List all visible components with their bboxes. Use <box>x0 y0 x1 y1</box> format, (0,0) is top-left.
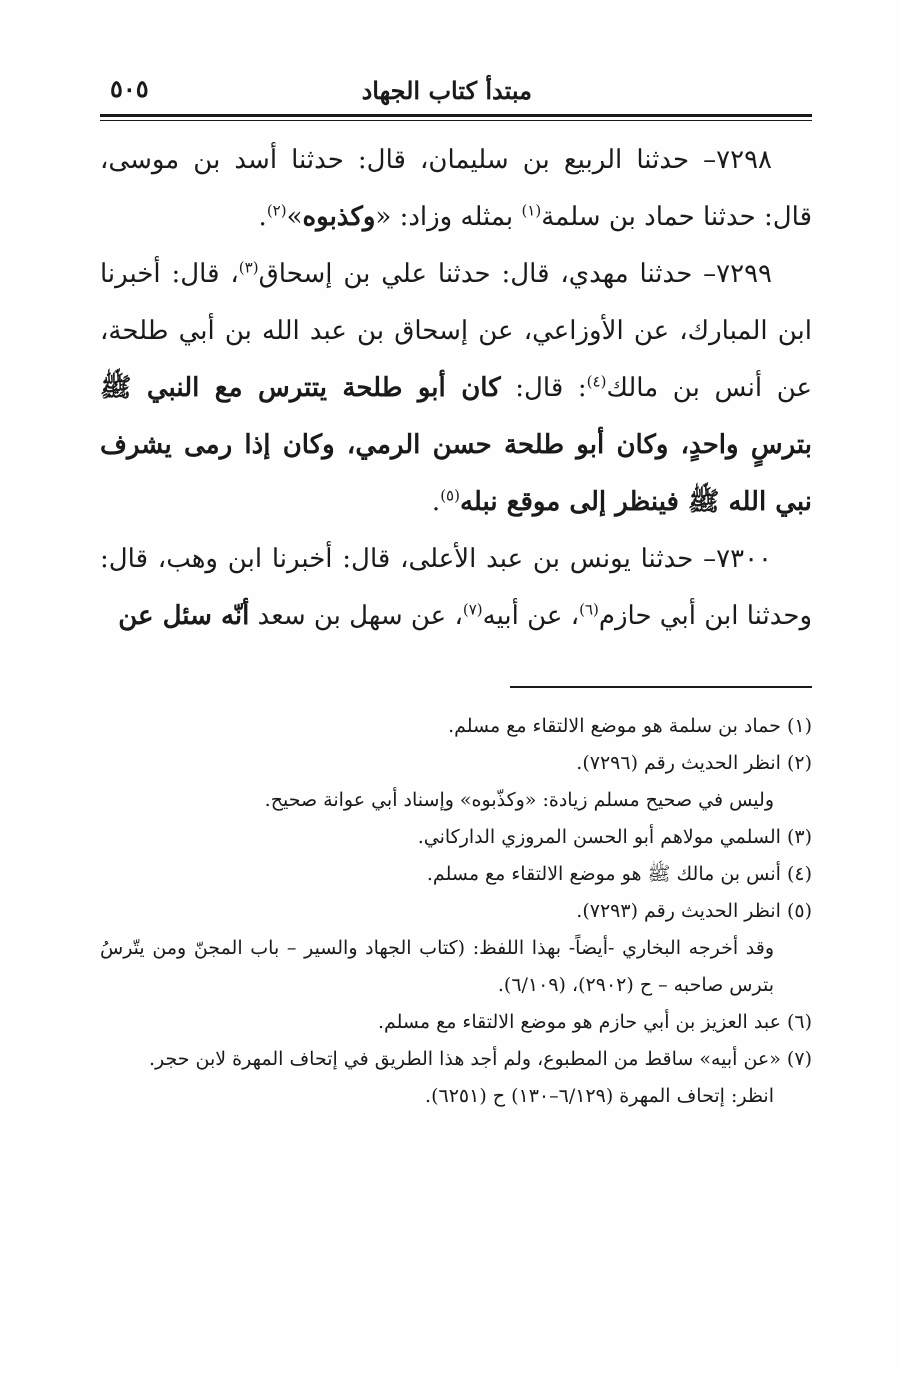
footnote-5: (٥) انظر الحديث رقم (٧٢٩٣). <box>576 900 812 922</box>
hadith-7298-text-3: » <box>286 202 303 232</box>
hadith-7298-bold: وكذبوه <box>302 202 376 232</box>
footnote-2-continuation: وليس في صحيح مسلم زيادة: «وكذّبوه» وإسناد أبي عوانة صحيح. <box>264 789 774 811</box>
footnote-ref-6: (٦) <box>579 600 599 619</box>
footnote-ref-3: (٣) <box>238 258 259 277</box>
hadith-7300 <box>100 531 812 645</box>
footnote-separator <box>510 686 812 688</box>
footnote-6: (٦) عبد العزيز بن أبي حازم هو موضع الالتقاء مع مسلم. <box>377 1011 812 1033</box>
hadith-7298-text-1: ٧٢٩٨– حدثنا الربيع بن سليمان، قال: حدثنا أسد بن موسى، قال: حدثنا حماد بن سلمة <box>100 145 812 232</box>
running-header <box>100 70 812 114</box>
hadith-7298 <box>100 132 812 246</box>
hadith-7298-text-2: بمثله وزاد: « <box>375 202 522 232</box>
hadith-7299-text-3: : قال: <box>500 373 587 403</box>
footnote-4: (٤) أنس بن مالك ﷺ هو موضع الالتقاء مع مسلم. <box>426 863 812 885</box>
hadith-7300-bold: أنّه سئل عن <box>118 601 250 631</box>
hadith-7300-text-3: ، عن سهل بن سعد <box>249 601 463 631</box>
hadith-7299 <box>100 246 812 531</box>
hadith-7298-text-4: . <box>258 202 267 232</box>
footnote-2: (٢) انظر الحديث رقم (٧٢٩٦). <box>576 752 812 774</box>
header-rule <box>100 114 812 121</box>
footnote-ref-4: (٤) <box>586 372 607 391</box>
footnote-ref-5: (٥) <box>440 486 460 505</box>
footnote-ref-2: (٢) <box>266 201 287 220</box>
hadith-7299-text-2: ، قال: أخبرنا ابن المبارك، عن الأوزاعي، عن إسحاق بن عبد الله بن أبي طلحة، عن أنس بن مالك <box>100 259 813 403</box>
footnote-7: (٧) «عن أبيه» ساقط من المطبوع، ولم أجد هذا الطريق في إتحاف المهرة لابن حجر. <box>148 1048 812 1070</box>
hadith-7300-text-1: ٧٣٠٠– حدثنا يونس بن عبد الأعلى، قال: أخبرنا ابن وهب، قال: وحدثنا ابن أبي حازم <box>100 544 812 631</box>
main-text <box>100 132 812 645</box>
hadith-7299-bold: كان أبو طلحة يتترس مع النبي ﷺ بترسٍ واحدٍ، وكان أبو طلحة حسن الرمي، وكان إذا رمى يشرف نبي الله ﷺ فينظر إلى موقع نبله <box>100 373 812 517</box>
page-number: ٥٠٥ <box>110 74 149 103</box>
footnote-3: (٣) السلمي مولاهم أبو الحسن المروزي الداركاني. <box>417 826 812 848</box>
footnote-1: (١) حماد بن سلمة هو موضع الالتقاء مع مسلم. <box>448 715 812 737</box>
footnote-ref-7: (٧) <box>462 600 483 619</box>
hadith-7299-text-4: . <box>431 487 441 517</box>
footnotes <box>100 708 812 1115</box>
footnote-7-continuation: انظر: إتحاف المهرة (٦/١٢٩–١٣٠) ح (٦٢٥١). <box>425 1085 774 1107</box>
hadith-7299-text-1: ٧٢٩٩– حدثنا مهدي، قال: حدثنا علي بن إسحاق <box>258 259 772 289</box>
hadith-7300-text-2: ، عن أبيه <box>482 601 580 631</box>
running-title: مبتدأ كتاب الجهاد <box>361 76 532 105</box>
footnote-ref-1: (١) <box>521 201 542 220</box>
footnote-5-continuation: وقد أخرجه البخاري -أيضاً- بهذا اللفظ: (كتاب الجهاد والسير – باب المجنّ ومن يتّرسُ بترس صاحبه – ح (٢٩٠٢)، (٦/١٠٩). <box>100 937 774 996</box>
